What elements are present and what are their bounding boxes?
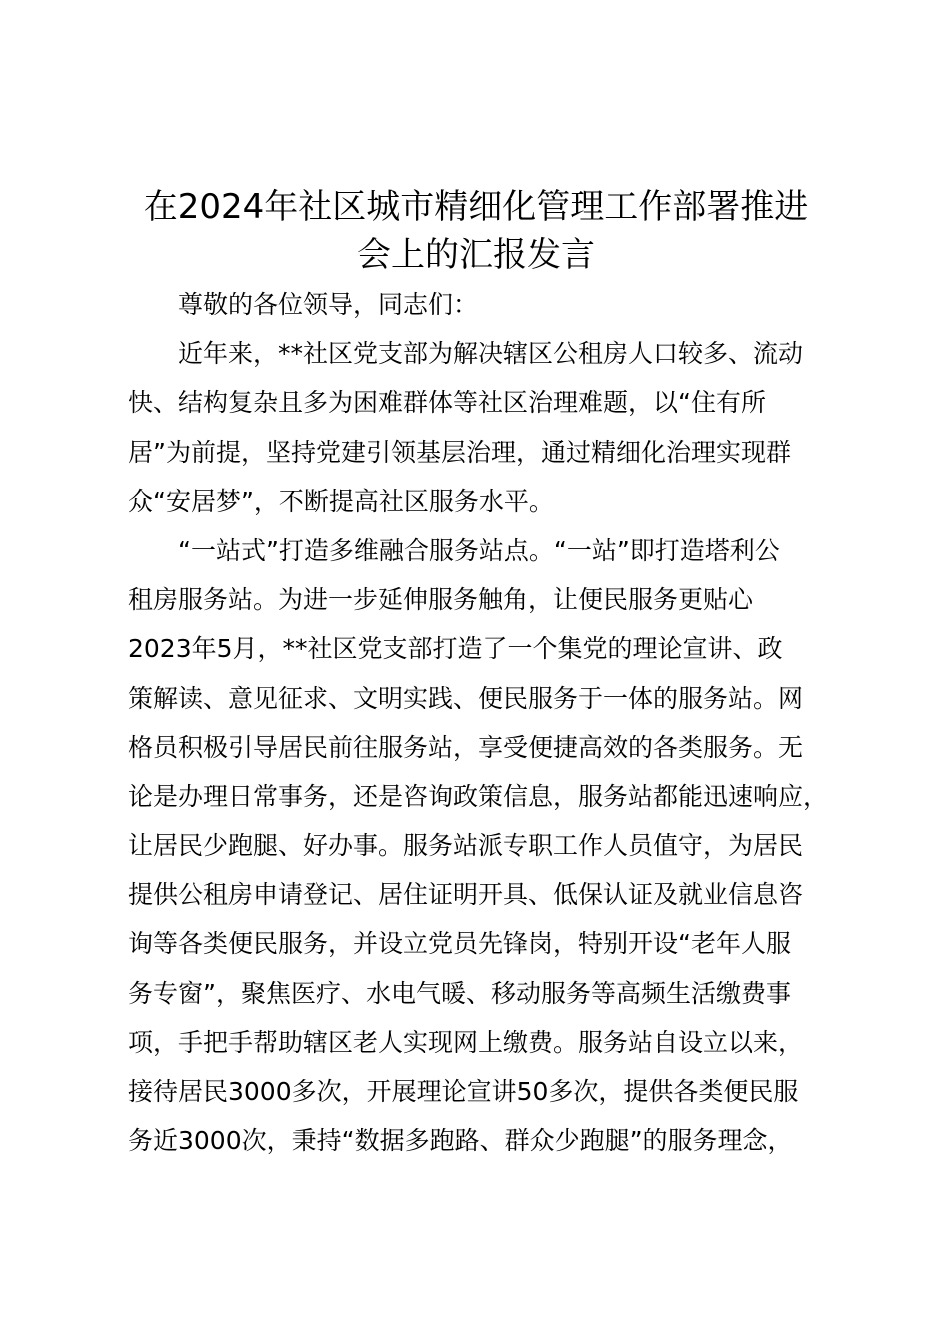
text-line: 租房服务站。为进一步延伸服务触角，让便民服务更贴心 bbox=[128, 585, 754, 615]
text-line: “一站式”打造多维融合服务站点。“一站”即打造塔利公 bbox=[178, 535, 780, 565]
text-line: 快、结构复杂且多为困难群体等社区治理难题，以“住有所 bbox=[128, 388, 766, 418]
text-line: 接待居民3000多次，开展理论宣讲50多次，提供各类便民服 bbox=[128, 1077, 799, 1106]
text-line: 近年来，**社区党支部为解决辖区公租房人口较多、流动 bbox=[178, 339, 804, 369]
text-line: 2023年5月，**社区党支部打造了一个集党的理论宣讲、政 bbox=[128, 634, 783, 664]
text-line: 策解读、意见征求、文明实践、便民服务于一体的服务站。网 bbox=[128, 683, 804, 713]
text-line: 论是办理日常事务，还是咨询政策信息，服务站都能迅速响应， bbox=[128, 781, 829, 811]
title-line-1: 在2024年社区城市精细化管理工作部署推进 bbox=[143, 187, 809, 227]
document-body bbox=[128, 280, 836, 1165]
salutation: 尊敬的各位领导，同志们： bbox=[178, 290, 479, 319]
text-line: 务专窗”，聚焦医疗、水电气暖、移动服务等高频生活缴费事 bbox=[128, 978, 791, 1008]
text-line: 务近3000次，秉持“数据多跑路、群众少跑腿”的服务理念， bbox=[128, 1126, 793, 1156]
text-line: 项，手把手帮助辖区老人实现网上缴费。服务站自设立以来， bbox=[128, 1027, 804, 1057]
text-line: 众“安居梦”，不断提高社区服务水平。 bbox=[128, 486, 554, 516]
text-line: 提供公租房申请登记、居住证明开具、低保认证及就业信息咨 bbox=[128, 880, 804, 910]
text-line: 格员积极引导居民前往服务站，享受便捷高效的各类服务。无 bbox=[128, 732, 804, 762]
text-line: 询等各类便民服务，并设立党员先锋岗，特别开设“老年人服 bbox=[128, 929, 791, 959]
document-title bbox=[120, 183, 832, 279]
title-line-2: 会上的汇报发言 bbox=[357, 235, 595, 275]
text-line: 居”为前提，坚持党建引领基层治理，通过精细化治理实现群 bbox=[128, 437, 791, 467]
text-line: 让居民少跑腿、好办事。服务站派专职工作人员值守，为居民 bbox=[128, 831, 804, 861]
